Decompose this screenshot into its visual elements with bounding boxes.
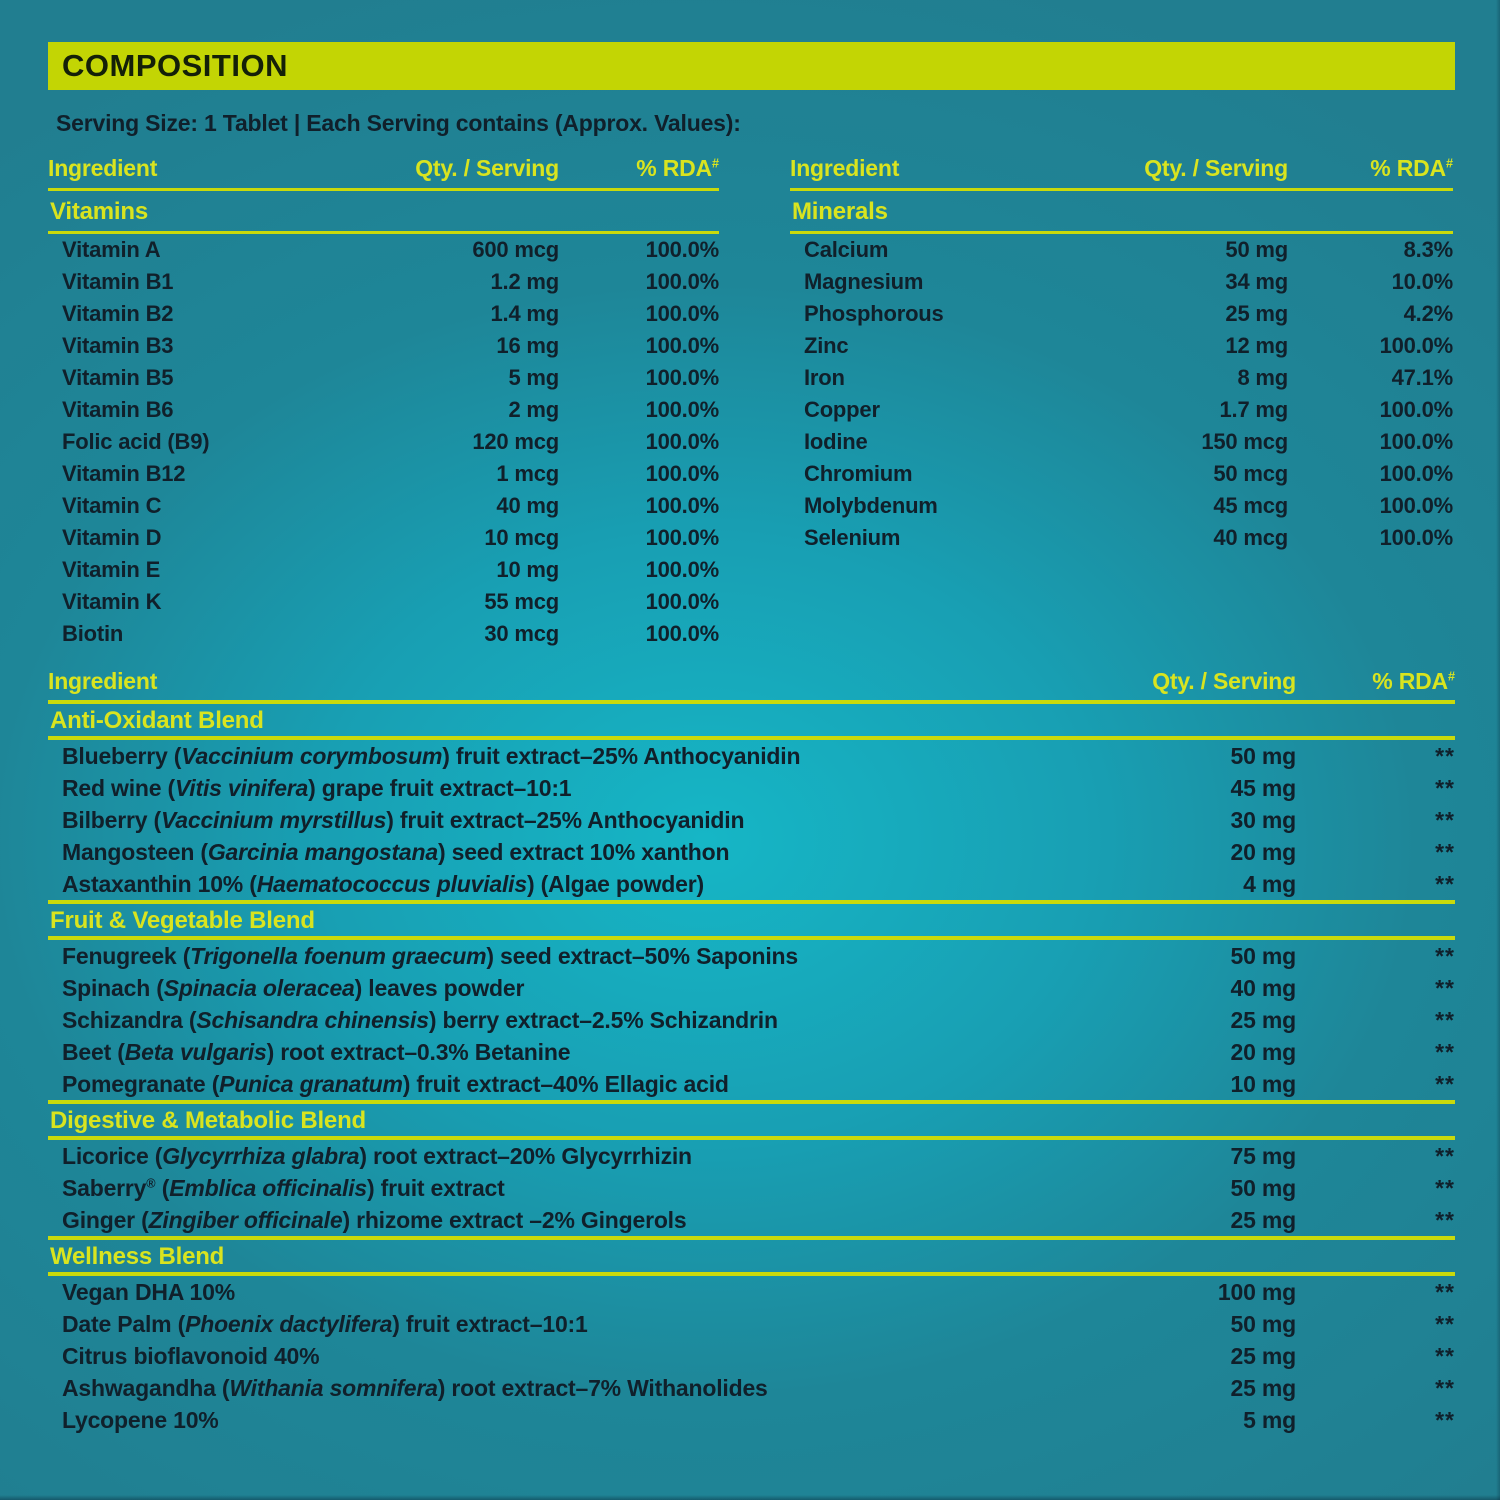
ingredient-name: Saberry® (Emblica officinalis) fruit extract	[62, 1174, 505, 1201]
table-row	[48, 940, 1455, 972]
ingredient-qty: 45 mg	[1230, 774, 1296, 801]
ingredient-qty: 34 mg	[1225, 269, 1288, 294]
ingredient-qty: 12 mg	[1225, 333, 1288, 358]
table-row	[48, 362, 719, 394]
ingredient-name: Date Palm (Phoenix dactylifera) fruit extract–10:1	[62, 1310, 588, 1337]
table-row	[790, 522, 1453, 554]
ingredient-rda: 100.0%	[1379, 429, 1453, 454]
ingredient-name: Vitamin K	[62, 589, 162, 614]
ingredient-qty: 45 mcg	[1213, 493, 1288, 518]
table-row	[48, 1276, 1455, 1308]
ingredient-name: Iron	[804, 365, 845, 390]
ingredient-rda: 100.0%	[645, 525, 719, 550]
header-rda: % RDA#	[1372, 667, 1455, 694]
ingredient-name: Vitamin B2	[62, 301, 174, 326]
blend-title: Fruit & Vegetable Blend	[50, 907, 315, 934]
ingredient-qty: 1.4 mg	[490, 301, 559, 326]
table-row	[48, 586, 719, 618]
table-row	[48, 836, 1455, 868]
ingredient-rda: **	[1435, 806, 1455, 833]
ingredient-qty: 120 mcg	[472, 429, 559, 454]
ingredient-rda: 100.0%	[645, 269, 719, 294]
ingredient-name: Copper	[804, 397, 880, 422]
table-row	[48, 740, 1455, 772]
table-row	[48, 234, 719, 266]
table-row	[790, 394, 1453, 426]
ingredient-rda: 8.3%	[1403, 237, 1453, 262]
ingredient-rda: 100.0%	[645, 237, 719, 262]
ingredient-name: Spinach (Spinacia oleracea) leaves powder	[62, 974, 525, 1001]
ingredient-name: Folic acid (B9)	[62, 429, 210, 454]
table-row	[48, 1204, 1455, 1236]
ingredient-rda: **	[1435, 1174, 1455, 1201]
table-row	[48, 266, 719, 298]
ingredient-rda: 100.0%	[1379, 493, 1453, 518]
ingredient-name: Beet (Beta vulgaris) root extract–0.3% Betanine	[62, 1038, 571, 1065]
header-rda: % RDA#	[1370, 154, 1453, 181]
ingredient-rda: 100.0%	[645, 365, 719, 390]
header-ingredient: Ingredient	[48, 154, 158, 181]
ingredient-name: Magnesium	[804, 269, 924, 294]
ingredient-qty: 40 mg	[1230, 974, 1296, 1001]
table-row	[48, 298, 719, 330]
ingredient-name: Vitamin D	[62, 525, 162, 550]
ingredient-name: Vitamin B1	[62, 269, 174, 294]
ingredient-rda: **	[1435, 1342, 1455, 1369]
table-row	[790, 298, 1453, 330]
ingredient-name: Phosphorous	[804, 301, 944, 326]
table-row	[48, 1004, 1455, 1036]
ingredient-qty: 25 mg	[1230, 1006, 1296, 1033]
ingredient-rda: 47.1%	[1391, 365, 1453, 390]
ingredient-qty: 1.7 mg	[1219, 397, 1288, 422]
blend-title: Digestive & Metabolic Blend	[50, 1107, 366, 1134]
ingredient-rda: 4.2%	[1403, 301, 1453, 326]
table-row	[790, 490, 1453, 522]
ingredient-qty: 75 mg	[1230, 1142, 1296, 1169]
ingredient-rda: 100.0%	[645, 333, 719, 358]
ingredient-name: Vitamin E	[62, 557, 161, 582]
ingredient-name: Lycopene 10%	[62, 1406, 219, 1433]
ingredient-name: Iodine	[804, 429, 868, 454]
ingredient-name: Ginger (Zingiber officinale) rhizome extract –2% Gingerols	[62, 1206, 687, 1233]
micronutrient-table	[48, 148, 1455, 650]
ingredient-qty: 10 mg	[1230, 1070, 1296, 1097]
table-row	[48, 394, 719, 426]
table-row	[48, 1340, 1455, 1372]
table-row	[48, 458, 719, 490]
section-title-bar	[48, 42, 1455, 90]
blend-sections	[48, 704, 1455, 1436]
ingredient-qty: 25 mg	[1230, 1206, 1296, 1233]
ingredient-qty: 55 mcg	[484, 589, 559, 614]
ingredient-qty: 16 mg	[496, 333, 559, 358]
table-row	[48, 1404, 1455, 1436]
ingredient-rda: 100.0%	[1379, 333, 1453, 358]
group-title: Vitamins	[50, 198, 148, 225]
ingredient-rda: 100.0%	[1379, 525, 1453, 550]
table-row	[48, 522, 719, 554]
ingredient-qty: 30 mcg	[484, 621, 559, 646]
table-row	[790, 266, 1453, 298]
minerals-rows	[790, 234, 1453, 554]
ingredient-qty: 40 mg	[496, 493, 559, 518]
ingredient-qty: 20 mg	[1230, 838, 1296, 865]
table-row	[48, 804, 1455, 836]
column-header-row	[790, 148, 1453, 188]
ingredient-qty: 50 mg	[1230, 742, 1296, 769]
ingredient-name: Pomegranate (Punica granatum) fruit extract–40% Ellagic acid	[62, 1070, 729, 1097]
header-rda: % RDA#	[636, 154, 719, 181]
ingredient-rda: **	[1435, 1038, 1455, 1065]
ingredient-name: Schizandra (Schisandra chinensis) berry extract–2.5% Schizandrin	[62, 1006, 778, 1033]
ingredient-rda: 100.0%	[645, 461, 719, 486]
ingredient-name: Chromium	[804, 461, 913, 486]
table-row	[48, 1068, 1455, 1100]
ingredient-name: Vitamin B5	[62, 365, 174, 390]
ingredient-rda: 100.0%	[645, 429, 719, 454]
ingredient-rda: 100.0%	[645, 557, 719, 582]
ingredient-rda: **	[1435, 1006, 1455, 1033]
table-row	[48, 1308, 1455, 1340]
table-row	[48, 1036, 1455, 1068]
table-row	[48, 868, 1455, 900]
ingredient-qty: 10 mg	[496, 557, 559, 582]
ingredient-rda: **	[1435, 974, 1455, 1001]
table-row	[790, 362, 1453, 394]
table-row	[48, 490, 719, 522]
table-row	[48, 330, 719, 362]
header-ingredient: Ingredient	[790, 154, 900, 181]
ingredient-rda: **	[1435, 1206, 1455, 1233]
ingredient-qty: 20 mg	[1230, 1038, 1296, 1065]
page-title: COMPOSITION	[62, 48, 288, 83]
ingredient-qty: 50 mg	[1225, 237, 1288, 262]
ingredient-name: Vitamin C	[62, 493, 162, 518]
ingredient-rda: 100.0%	[645, 589, 719, 614]
ingredient-qty: 1 mcg	[496, 461, 559, 486]
header-qty: Qty. / Serving	[1144, 154, 1288, 181]
ingredient-qty: 8 mg	[1237, 365, 1288, 390]
ingredient-qty: 10 mcg	[484, 525, 559, 550]
table-row	[48, 772, 1455, 804]
group-title: Minerals	[792, 198, 888, 225]
ingredient-qty: 50 mg	[1230, 1174, 1296, 1201]
column-header-row	[48, 148, 719, 188]
blend-title: Anti-Oxidant Blend	[50, 707, 264, 734]
table-row	[790, 426, 1453, 458]
ingredient-rda: 10.0%	[1391, 269, 1453, 294]
ingredient-qty: 40 mcg	[1213, 525, 1288, 550]
ingredient-name: Mangosteen (Garcinia mangostana) seed extract 10% xanthon	[62, 838, 730, 865]
ingredient-name: Blueberry (Vaccinium corymbosum) fruit extract–25% Anthocyanidin	[62, 742, 801, 769]
header-qty: Qty. / Serving	[415, 154, 559, 181]
ingredient-name: Vitamin B3	[62, 333, 174, 358]
ingredient-rda: 100.0%	[1379, 461, 1453, 486]
ingredient-qty: 30 mg	[1230, 806, 1296, 833]
table-row	[48, 426, 719, 458]
ingredient-name: Bilberry (Vaccinium myrstillus) fruit extract–25% Anthocyanidin	[62, 806, 745, 833]
ingredient-qty: 50 mcg	[1213, 461, 1288, 486]
table-row	[790, 330, 1453, 362]
ingredient-name: Fenugreek (Trigonella foenum graecum) seed extract–50% Saponins	[62, 942, 798, 969]
ingredient-name: Vitamin A	[62, 237, 161, 262]
ingredient-name: Biotin	[62, 621, 124, 646]
blend-title: Wellness Blend	[50, 1243, 225, 1270]
ingredient-name: Molybdenum	[804, 493, 938, 518]
column-header-row	[48, 662, 1455, 700]
ingredient-rda: **	[1435, 1374, 1455, 1401]
table-row	[48, 554, 719, 586]
ingredient-rda: **	[1435, 942, 1455, 969]
ingredient-rda: **	[1435, 870, 1455, 897]
ingredient-qty: 150 mcg	[1201, 429, 1288, 454]
ingredient-qty: 25 mg	[1230, 1342, 1296, 1369]
ingredient-name: Licorice (Glycyrrhiza glabra) root extract–20% Glycyrrhizin	[62, 1142, 692, 1169]
ingredient-rda: 100.0%	[1379, 397, 1453, 422]
ingredient-rda: **	[1435, 1278, 1455, 1305]
ingredient-qty: 100 mg	[1217, 1278, 1296, 1305]
minerals-column	[790, 148, 1453, 650]
ingredient-qty: 1.2 mg	[490, 269, 559, 294]
ingredient-qty: 2 mg	[508, 397, 559, 422]
table-row	[48, 1372, 1455, 1404]
table-row	[48, 618, 719, 650]
ingredient-rda: 100.0%	[645, 621, 719, 646]
vitamins-rows	[48, 234, 719, 650]
table-row	[48, 1172, 1455, 1204]
ingredient-rda: **	[1435, 1310, 1455, 1337]
ingredient-rda: 100.0%	[645, 301, 719, 326]
table-row	[790, 458, 1453, 490]
ingredient-qty: 4 mg	[1243, 870, 1296, 897]
ingredient-name: Astaxanthin 10% (Haematococcus pluvialis) (Algae powder)	[62, 870, 704, 897]
header-ingredient: Ingredient	[48, 667, 158, 694]
ingredient-rda: **	[1435, 1142, 1455, 1169]
ingredient-name: Selenium	[804, 525, 901, 550]
ingredient-name: Ashwagandha (Withania somnifera) root extract–7% Withanolides	[62, 1374, 768, 1401]
ingredient-qty: 25 mg	[1230, 1374, 1296, 1401]
ingredient-rda: **	[1435, 838, 1455, 865]
ingredient-rda: **	[1435, 774, 1455, 801]
table-row	[48, 972, 1455, 1004]
serving-size-line: Serving Size: 1 Tablet | Each Serving contains (Approx. Values):	[56, 110, 741, 136]
ingredient-rda: **	[1435, 742, 1455, 769]
ingredient-qty: 600 mcg	[472, 237, 559, 262]
ingredient-qty: 5 mg	[508, 365, 559, 390]
ingredient-name: Vitamin B12	[62, 461, 186, 486]
ingredient-name: Citrus bioflavonoid 40%	[62, 1342, 320, 1369]
ingredient-qty: 5 mg	[1243, 1406, 1296, 1433]
ingredient-name: Calcium	[804, 237, 889, 262]
ingredient-qty: 50 mg	[1230, 1310, 1296, 1337]
ingredient-rda: **	[1435, 1406, 1455, 1433]
table-row	[790, 234, 1453, 266]
blends-table	[48, 662, 1455, 1436]
ingredient-rda: 100.0%	[645, 397, 719, 422]
ingredient-qty: 50 mg	[1230, 942, 1296, 969]
table-row	[48, 1140, 1455, 1172]
ingredient-rda: 100.0%	[645, 493, 719, 518]
ingredient-name: Vitamin B6	[62, 397, 174, 422]
ingredient-name: Zinc	[804, 333, 849, 358]
ingredient-rda: **	[1435, 1070, 1455, 1097]
ingredient-name: Vegan DHA 10%	[62, 1278, 235, 1305]
ingredient-name: Red wine (Vitis vinifera) grape fruit extract–10:1	[62, 774, 572, 801]
header-qty: Qty. / Serving	[1152, 667, 1296, 694]
vitamins-column	[48, 148, 719, 650]
ingredient-qty: 25 mg	[1225, 301, 1288, 326]
